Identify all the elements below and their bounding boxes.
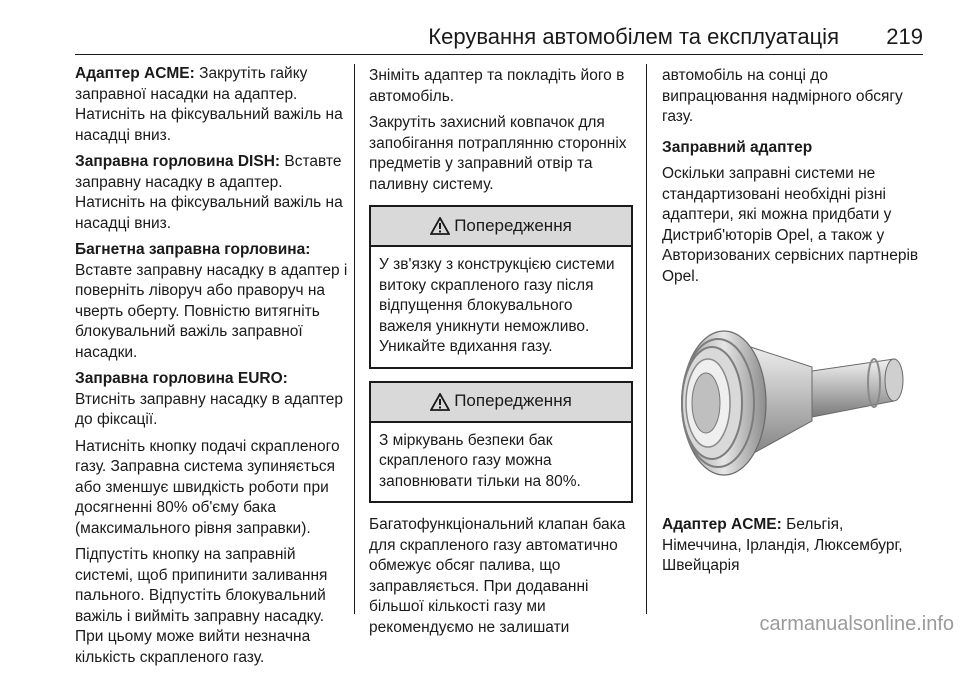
sun-paragraph: автомобіль на сонці до випрацювання надмірного обсягу газу. [662,67,903,125]
page-number: 219 [886,24,923,49]
warning-triangle-icon [430,217,450,235]
warning-triangle-icon [430,393,450,411]
column-1 [75,64,351,674]
dish-label: Заправна горловина DISH: [75,153,281,170]
column-divider [354,64,355,614]
watermark: carmanualsonline.info [759,613,954,635]
acme-label: Адаптер ACME: [75,65,195,82]
page-title: Керування автомобілем та експлуатація [428,24,839,49]
release-paragraph: Підпустіть кнопку на заправній системі, щоб припинити заливання пального. Відпустіть блокувальний важіль і вийміть заправну насадку. При цьому може вийти незначна кількість скрапленого газу. [75,546,328,666]
warning-header [371,383,631,423]
page-header [75,20,923,55]
euro-paragraph [75,369,351,431]
adapters-paragraph: Оскільки заправні системи не стандартизовані необхідні різні адаптери, які можна придбати у Дистриб'юторів Opel, а також у Авторизованих сервісних партнерів Opel. [662,165,919,285]
warning-box-1 [369,205,633,369]
column-divider [646,64,647,614]
acme-paragraph [75,64,351,146]
bayonet-label: Багнетна заправна горловина: [75,241,311,258]
acme-text: Закрутіть гайку заправної насадки на адаптер. Натисніть на фіксувальний важіль на насадці вниз. [75,65,343,144]
caption-text: Бельгія, Німеччина, Ірландія, Люксембург, Швейцарія [662,516,903,574]
button-paragraph: Натисніть кнопку подачі скрапленого газу. Заправна система зупиняється або зменшує швидкість роботи при досягненні 80% об'єму бака (максимального рівня заправки). [75,437,340,537]
dish-paragraph [75,152,351,234]
section-heading [662,138,926,159]
remove-adapter-paragraph: Зніміть адаптер та покладіть його в автомобіль. [369,67,625,105]
column-2 [369,66,633,644]
protective-cap-paragraph: Закрутіть захисний ковпачок для запобігання потраплянню сторонніх предметів у заправний отвір та паливну систему. [369,114,627,193]
acme-adapter-icon [662,305,924,501]
column-3 [662,66,926,583]
warning-title: Попередження [454,215,572,235]
warning-title: Попередження [454,391,572,411]
caption-label: Адаптер ACME: [662,516,782,533]
caption-paragraph [662,515,926,577]
euro-text: Втисніть заправну насадку в адаптер до фіксації. [75,390,344,428]
warning-header [371,207,631,247]
euro-label: Заправна горловина EURO: [75,370,288,387]
section-heading-text: Заправний адаптер [662,138,813,156]
dish-text: Вставте заправну насадку в адаптер. Натисніть на фіксувальний важіль на насадці вниз. [75,153,343,232]
valve-paragraph: Багатофункціональний клапан бака для скрапленого газу автоматично обмежує обсяг палива, що заправляється. При додаванні більшої кількості газу ми рекомендуємо не залишати [369,516,626,636]
warning-text: З міркувань безпеки бак скрапленого газу можна заповнювати тільки на 80%. [379,431,581,490]
warning-box-2 [369,381,633,504]
bayonet-text: Вставте заправну насадку в адаптер і поверніть ліворуч або праворуч на чверть оберту. Повністю витягніть блокувальний важіль заправної насадки. [75,261,348,361]
warning-text: У зв'язку з конструкцією системи витоку скрапленого газу після відпущення блокувального важеля уникнути неможливо. Уникайте вдихання газу. [379,256,615,355]
acme-adapter-photo [662,305,924,501]
bayonet-paragraph [75,240,351,363]
